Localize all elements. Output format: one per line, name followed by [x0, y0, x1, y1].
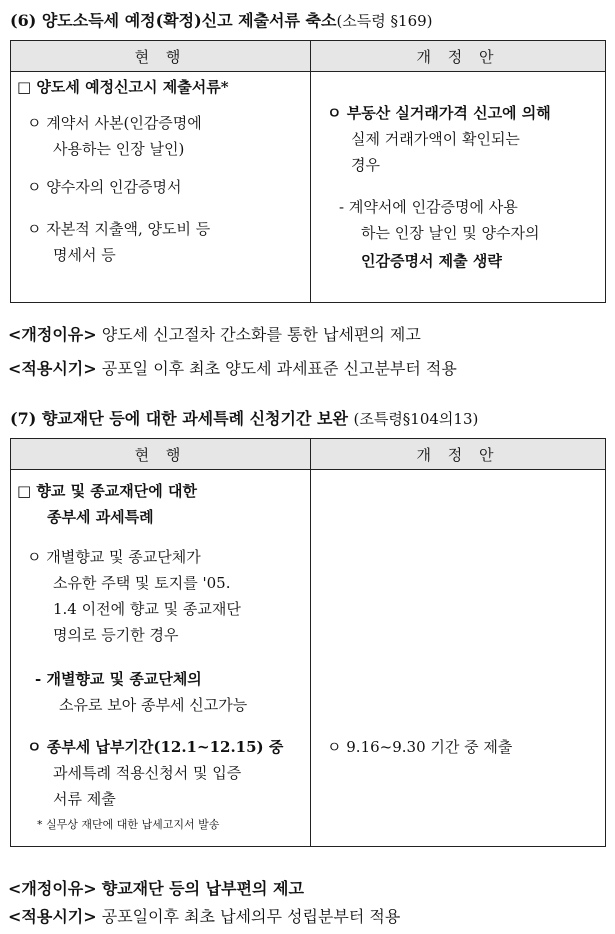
s7-apply-label: <적용시기>	[8, 907, 97, 926]
s6-right-d1-l3: 인감증명서 제출 생략	[361, 252, 502, 270]
s6-left-b1-l1: ㅇ 계약서 사본(인감증명에	[27, 114, 202, 132]
s7-left-b2-l3: 서류 제출	[53, 790, 116, 808]
s6-reason-label: <개정이유>	[8, 325, 97, 344]
section-7-title-text: (7) 향교재단 등에 대한 과세특례 신청기간 보완	[10, 409, 348, 428]
s7-left-b1-l1: ㅇ 개별향교 및 종교단체가	[27, 548, 201, 566]
s6-left-heading: □ 양도세 예정신고시 제출서류*	[17, 78, 229, 96]
section-6-apply	[8, 356, 457, 379]
s7-reason-label: <개정이유>	[8, 879, 97, 898]
section-7-head-current: 현 행	[11, 439, 311, 470]
s7-left-b1-l4: 명의로 등기한 경우	[53, 626, 179, 644]
s6-left-b3-l1: ㅇ 자본적 지출액, 양도비 등	[27, 220, 211, 238]
s7-left-b1-l2: 소유한 주택 및 토지를 '05.	[53, 574, 231, 592]
s6-right-d1-l2: 하는 인장 날인 및 양수자의	[361, 224, 540, 242]
s6-left-b2: ㅇ 양수자의 인감증명서	[27, 178, 182, 196]
s7-left-b2-l1: ㅇ 종부세 납부기간(12.1~12.15) 중	[27, 738, 284, 756]
s6-right-b1-l3: 경우	[351, 156, 380, 174]
section-6-head-proposed: 개 정 안	[311, 41, 606, 72]
s6-right-d1-l1: - 계약서에 인감증명에 사용	[339, 198, 518, 216]
s7-left-h-l2: 종부세 과세특례	[47, 508, 154, 526]
section-7-apply	[8, 904, 400, 927]
section-6-title-text: (6) 양도소득세 예정(확정)신고 제출서류 축소	[10, 11, 337, 30]
section-7-title	[10, 406, 478, 429]
s7-right-b1: ㅇ 9.16~9.30 기간 중 제출	[327, 738, 513, 756]
section-7-table	[10, 438, 606, 847]
section-6-table	[10, 40, 606, 303]
section-7-reason	[8, 876, 304, 899]
section-7-head-proposed: 개 정 안	[311, 439, 606, 470]
s7-apply-text: 공포일이후 최초 납세의무 성립분부터 적용	[101, 907, 401, 926]
s6-right-b1-l1: ㅇ 부동산 실거래가격 신고에 의해	[327, 104, 551, 122]
s7-left-note: * 실무상 재단에 대한 납세고지서 발송	[37, 818, 220, 831]
section-7-ref: (조특령§104의13)	[353, 410, 479, 428]
s7-left-d1-l1: - 개별향교 및 종교단체의	[35, 670, 202, 688]
s6-left-b3-l2: 명세서 등	[53, 246, 116, 264]
s7-left-b2-l2: 과세특례 적용신청서 및 입증	[53, 764, 242, 782]
s6-left-b1-l2: 사용하는 인장 날인)	[53, 140, 185, 158]
section-6-reason	[8, 322, 421, 345]
s6-right-b1-l2: 실제 거래가액이 확인되는	[351, 130, 520, 148]
section-6-head-current: 현 행	[11, 41, 311, 72]
s7-left-d1-l2: 소유로 보아 종부세 신고가능	[59, 696, 248, 714]
s6-apply-text: 공포일 이후 최초 양도세 과세표준 신고분부터 적용	[101, 359, 457, 378]
s7-reason-text: 향교재단 등의 납부편의 제고	[101, 879, 304, 898]
section-6-ref: (소득령 §169)	[336, 12, 433, 30]
s6-apply-label: <적용시기>	[8, 359, 97, 378]
s7-left-h-l1: □ 향교 및 종교재단에 대한	[17, 482, 197, 500]
s6-reason-text: 양도세 신고절차 간소화를 통한 납세편의 제고	[101, 325, 421, 344]
section-6-title	[10, 8, 433, 31]
s7-left-b1-l3: 1.4 이전에 향교 및 종교재단	[53, 600, 241, 618]
